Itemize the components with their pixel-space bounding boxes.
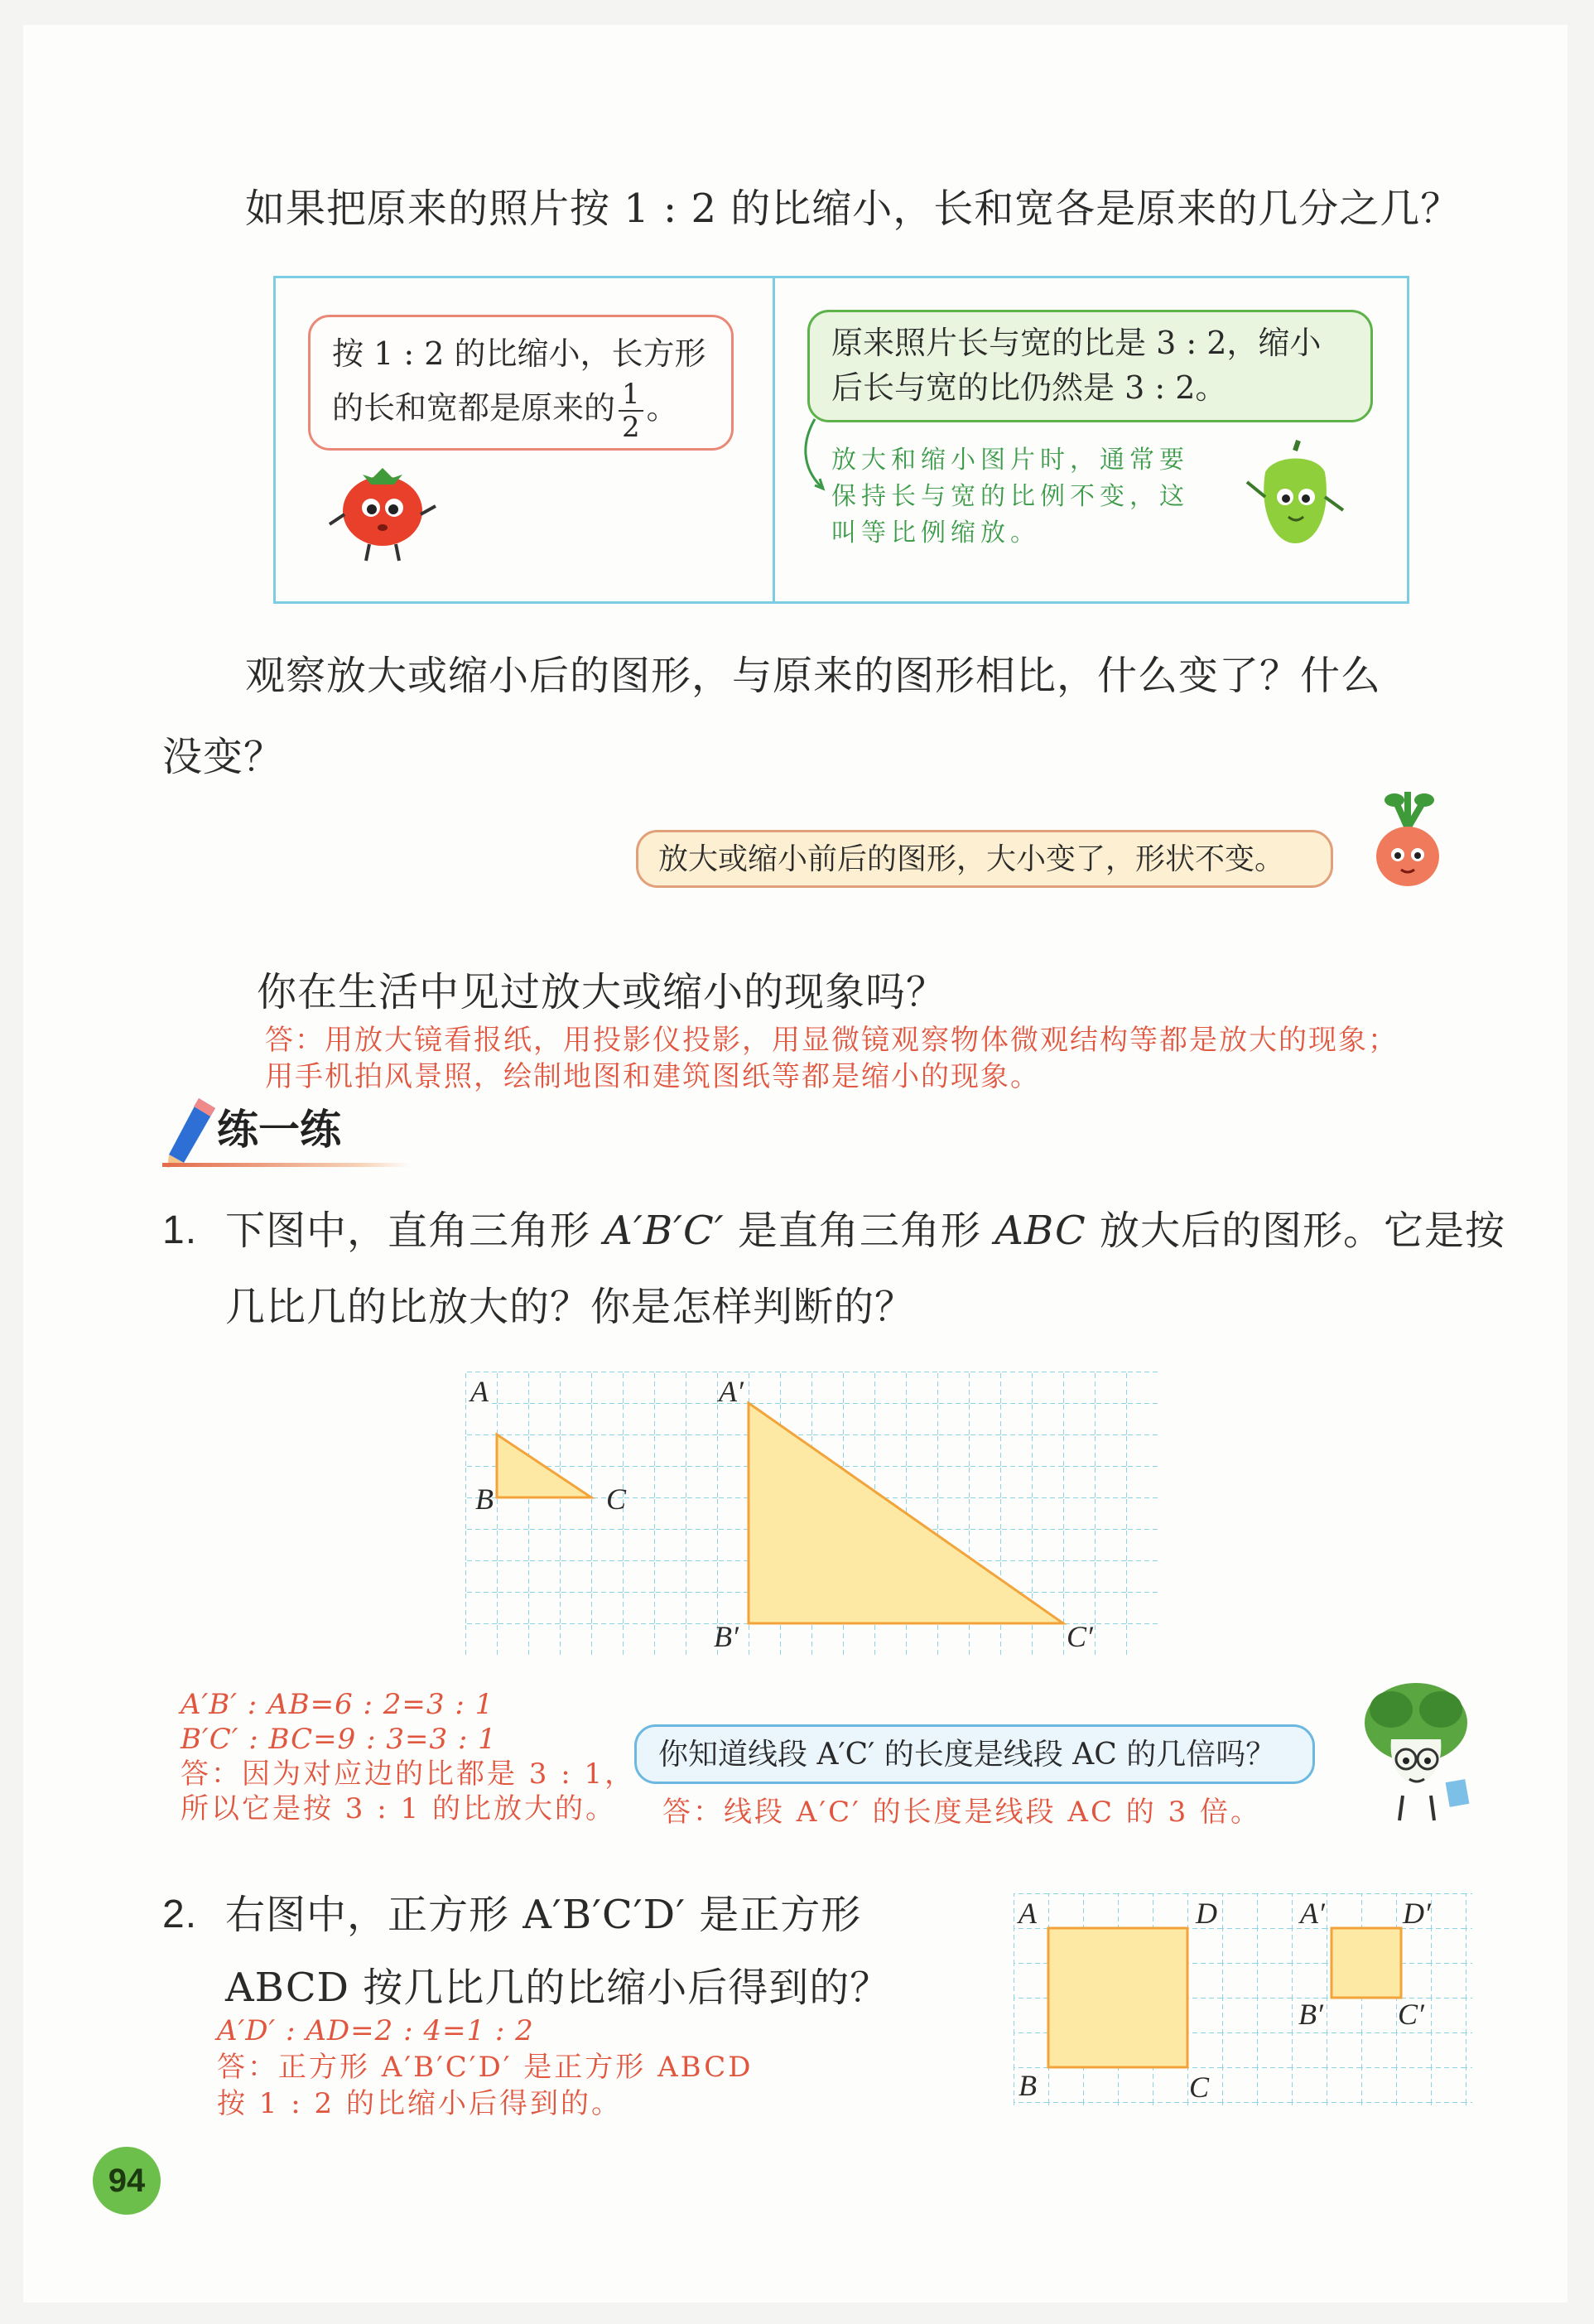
ex1-text-e: 放大后的图形。它是按 [1100, 1208, 1506, 1254]
square-abcd [1048, 1928, 1187, 2067]
exercise2-number: 2. [162, 1892, 198, 1936]
ex1-answer-text1: 答：因为对应边的比都是 3 : 1， [181, 1757, 636, 1791]
answer-life [265, 1022, 1524, 1095]
cabbage-bubble-text: 你知道线段 A′C′ 的长度是线段 AC 的几倍吗？ [658, 1738, 1276, 1772]
fraction-numerator: 1 [619, 378, 643, 412]
exercise1-number: 1. [162, 1208, 198, 1252]
exercise2-line2: ABCD 按几比几的比缩小后得到的？ [225, 1965, 891, 2011]
question-observe-line1: 观察放大或缩小后的图形，与原来的图形相比，什么变了？什么 [245, 653, 1382, 699]
fraction-one-half [619, 378, 643, 443]
ex1-answer-text2: 所以它是按 3 : 1 的比放大的。 [181, 1792, 616, 1825]
pepper-bubble-line1: 原来照片长与宽的比是 3 : 2，缩小 [831, 325, 1322, 361]
tomato-mascot-icon [323, 460, 447, 567]
ex1-answer-ratio2: B′C′ : BC=9 : 3=3 : 1 [181, 1723, 497, 1756]
radish-bubble-text: 放大或缩小前后的图形，大小变了，形状不变。 [658, 842, 1285, 876]
note-line2: 保持长与宽的比例不变，这 [831, 482, 1189, 511]
exercise2-line1: 右图中，正方形 A′B′C′D′ 是正方形 [225, 1892, 862, 1938]
answer-life-line1: 答：用放大镜看报纸，用投影仪投影，用显微镜观察物体微观结构等都是放大的现象； [265, 1024, 1398, 1057]
question-photo: 如果把原来的照片按 1 : 2 的比缩小，长和宽各是原来的几分之几？ [245, 186, 1462, 232]
pepper-bubble-line2: 后长与宽的比仍然是 3 : 2。 [831, 369, 1227, 406]
label-A-prime: A′ [719, 1375, 744, 1408]
ex1-text-d: ABC [994, 1208, 1086, 1254]
tomato-bubble-line2-text: 的长和宽都是原来的 [332, 389, 616, 427]
ex1-text-b: A′B′C′ [604, 1208, 725, 1254]
label-B-prime: B′ [714, 1620, 739, 1653]
radish-mascot-icon [1358, 787, 1457, 903]
note-arrow-icon [798, 417, 831, 492]
note-line1: 放大和缩小图片时，通常要 [831, 446, 1189, 475]
section-underline [162, 1163, 411, 1167]
section-title: 练一练 [217, 1106, 341, 1154]
square-a2b2c2d2 [1332, 1928, 1401, 1998]
ex2-answer-text2: 按 1 : 2 的比缩小后得到的。 [217, 2087, 622, 2120]
cabbage-mascot-icon [1350, 1673, 1482, 1830]
pencil-icon [162, 1095, 220, 1168]
exercise1-line2: 几比几的比放大的？你是怎样判断的？ [225, 1284, 916, 1330]
question-observe-line2: 没变？ [162, 734, 285, 780]
sq-label-B: B [1019, 2069, 1037, 2102]
sq-label-C-prime: C′ [1398, 1998, 1424, 2031]
sq-label-B-prime: B′ [1298, 1998, 1323, 2031]
label-A: A [470, 1375, 489, 1408]
panel-divider [773, 278, 775, 601]
tomato-bubble-end: 。 [646, 389, 678, 427]
handwritten-note [831, 442, 1229, 552]
tomato-speech-bubble [308, 315, 734, 451]
tomato-bubble-line1: 按 1 : 2 的比缩小，长方形 [332, 335, 706, 372]
ex2-answer-text1: 答：正方形 A′B′C′D′ 是正方形 ABCD [217, 2051, 754, 2084]
answer-life-line2: 用手机拍风景照，绘制地图和建筑图纸等都是缩小的现象。 [265, 1060, 1040, 1093]
label-C-prime: C′ [1067, 1620, 1093, 1653]
square-grid-figure [1009, 1890, 1477, 2110]
ex1-text-c: 是直角三角形 [737, 1208, 981, 1254]
sq-label-A-prime: A′ [1300, 1897, 1325, 1930]
sq-label-A: A [1019, 1897, 1037, 1930]
fraction-denominator: 2 [622, 411, 640, 444]
question-life: 你在生活中见过放大或缩小的现象吗？ [257, 969, 947, 1015]
triangle-grid-figure [460, 1368, 1173, 1660]
ex2-answer-ratio: A′D′ : AD=2 : 4=1 : 2 [217, 2014, 534, 2047]
exercise1-line1 [225, 1206, 1517, 1256]
pepper-speech-bubble [807, 310, 1373, 422]
tomato-bubble-line2 [332, 378, 710, 443]
note-line3: 叫等比例缩放。 [831, 518, 1040, 547]
ex1-text-a: 下图中，直角三角形 [225, 1208, 591, 1254]
label-B: B [475, 1483, 494, 1516]
page-number: 94 [93, 2147, 161, 2215]
ex1-answer-ratio1: A′B′ : AB=6 : 2=3 : 1 [181, 1688, 494, 1721]
radish-speech-bubble [636, 830, 1333, 888]
ex1-bubble-answer: 答：线段 A′C′ 的长度是线段 AC 的 3 倍。 [662, 1796, 1262, 1829]
sq-label-C: C [1189, 2071, 1210, 2104]
pepper-mascot-icon [1242, 439, 1350, 555]
sq-label-D: D [1196, 1897, 1217, 1930]
cabbage-speech-bubble [634, 1724, 1315, 1784]
sq-label-D-prime: D′ [1403, 1897, 1431, 1930]
label-C: C [606, 1483, 627, 1516]
